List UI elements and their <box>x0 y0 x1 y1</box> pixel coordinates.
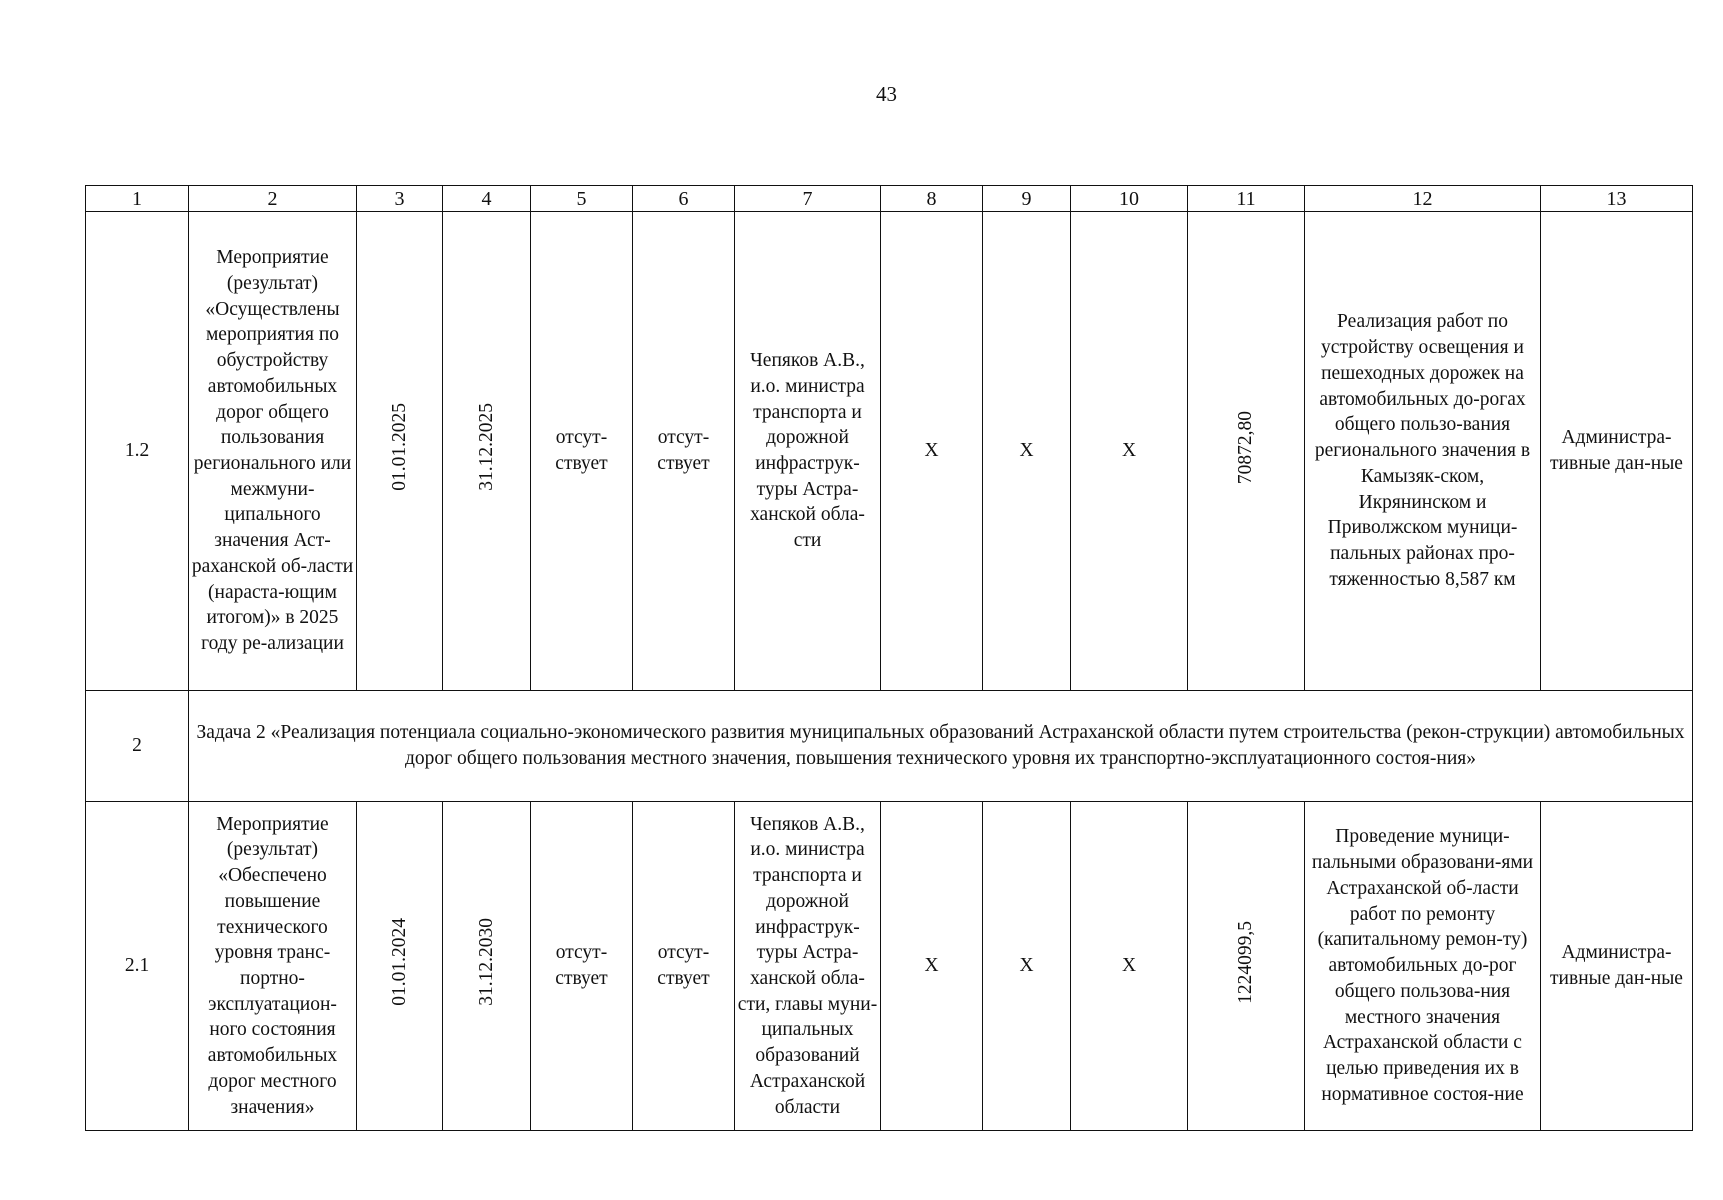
start-date-cell <box>357 212 443 691</box>
end-date-cell <box>443 802 531 1131</box>
amount: 1224099,5 <box>1235 920 1257 1004</box>
result-description: Проведение муници-пальными образовани-ями Астраханской об-ласти работ по ремонту (капитальному ремон-ту) автомобильных до-рог общего пользова-ния местного значения Астраханской области с целью приведения их в нормативное состоя-ние <box>1305 802 1541 1131</box>
page-number: 43 <box>876 82 897 106</box>
start-date-cell <box>357 802 443 1131</box>
task-row <box>86 691 1693 802</box>
table-row <box>86 212 1693 691</box>
column-5-value: отсут-ствует <box>531 802 633 1131</box>
responsible-person: Чепяков А.В., и.о. министра транспорта и дорожной инфраструк-туры Астра-ханской обла-сти, главы муни-ципальных образований Астраханской области <box>735 802 881 1131</box>
column-number: 8 <box>881 186 983 212</box>
column-6-value: отсут-ствует <box>633 802 735 1131</box>
activity-name: Мероприятие (результат) «Осуществлены мероприятия по обустройству автомобильных дорог общего пользования регионального или межмуни-ципального значения Аст-раханской об-ласти (нараста-ющим итогом)» в 2025 году ре-ализации <box>189 212 357 691</box>
amount-cell <box>1188 212 1305 691</box>
amount-cell <box>1188 802 1305 1131</box>
column-number: 10 <box>1071 186 1188 212</box>
column-number: 2 <box>189 186 357 212</box>
column-number-row <box>86 186 1693 212</box>
column-number: 11 <box>1188 186 1305 212</box>
column-number: 12 <box>1305 186 1541 212</box>
column-10-value: X <box>1071 802 1188 1131</box>
column-6-value: отсут-ствует <box>633 212 735 691</box>
activity-name: Мероприятие (результат) «Обеспечено повышение технического уровня транс-портно-эксплуатацион-ного состояния автомобильных дорог местного значения» <box>189 802 357 1131</box>
row-number: 1.2 <box>86 212 189 691</box>
column-9-value: X <box>983 802 1071 1131</box>
end-date-cell <box>443 212 531 691</box>
start-date: 01.01.2025 <box>388 403 410 491</box>
column-number: 9 <box>983 186 1071 212</box>
column-number: 1 <box>86 186 189 212</box>
activities-table <box>85 185 1693 1131</box>
column-9-value: X <box>983 212 1071 691</box>
task-text: Задача 2 «Реализация потенциала социально-экономического развития муниципальных образований Астраханской области путем строительства (рекон-струкции) автомобильных дорог общего пользования местного значения, повышения технического уровня их транспортно-эксплуатационного состоя-ния» <box>189 691 1693 802</box>
row-number: 2.1 <box>86 802 189 1131</box>
data-source: Администра-тивные дан-ные <box>1541 802 1693 1131</box>
column-10-value: X <box>1071 212 1188 691</box>
column-8-value: X <box>881 802 983 1131</box>
end-date: 31.12.2030 <box>475 918 497 1006</box>
column-5-value: отсут-ствует <box>531 212 633 691</box>
column-8-value: X <box>881 212 983 691</box>
table-row <box>86 802 1693 1131</box>
end-date: 31.12.2025 <box>475 403 497 491</box>
column-number: 13 <box>1541 186 1693 212</box>
column-number: 4 <box>443 186 531 212</box>
column-number: 7 <box>735 186 881 212</box>
column-number: 5 <box>531 186 633 212</box>
task-number: 2 <box>86 691 189 802</box>
column-number: 3 <box>357 186 443 212</box>
responsible-person: Чепяков А.В., и.о. министра транспорта и дорожной инфраструк-туры Астра-ханской обла-сти <box>735 212 881 691</box>
result-description: Реализация работ по устройству освещения и пешеходных дорожек на автомобильных до-рогах общего пользо-вания регионального значения в Камызяк-ском, Икрянинском и Приволжском муници-пальных районах про-тяженностью 8,587 км <box>1305 212 1541 691</box>
column-number: 6 <box>633 186 735 212</box>
start-date: 01.01.2024 <box>388 918 410 1006</box>
data-source: Администра-тивные дан-ные <box>1541 212 1693 691</box>
amount: 70872,80 <box>1235 410 1257 484</box>
